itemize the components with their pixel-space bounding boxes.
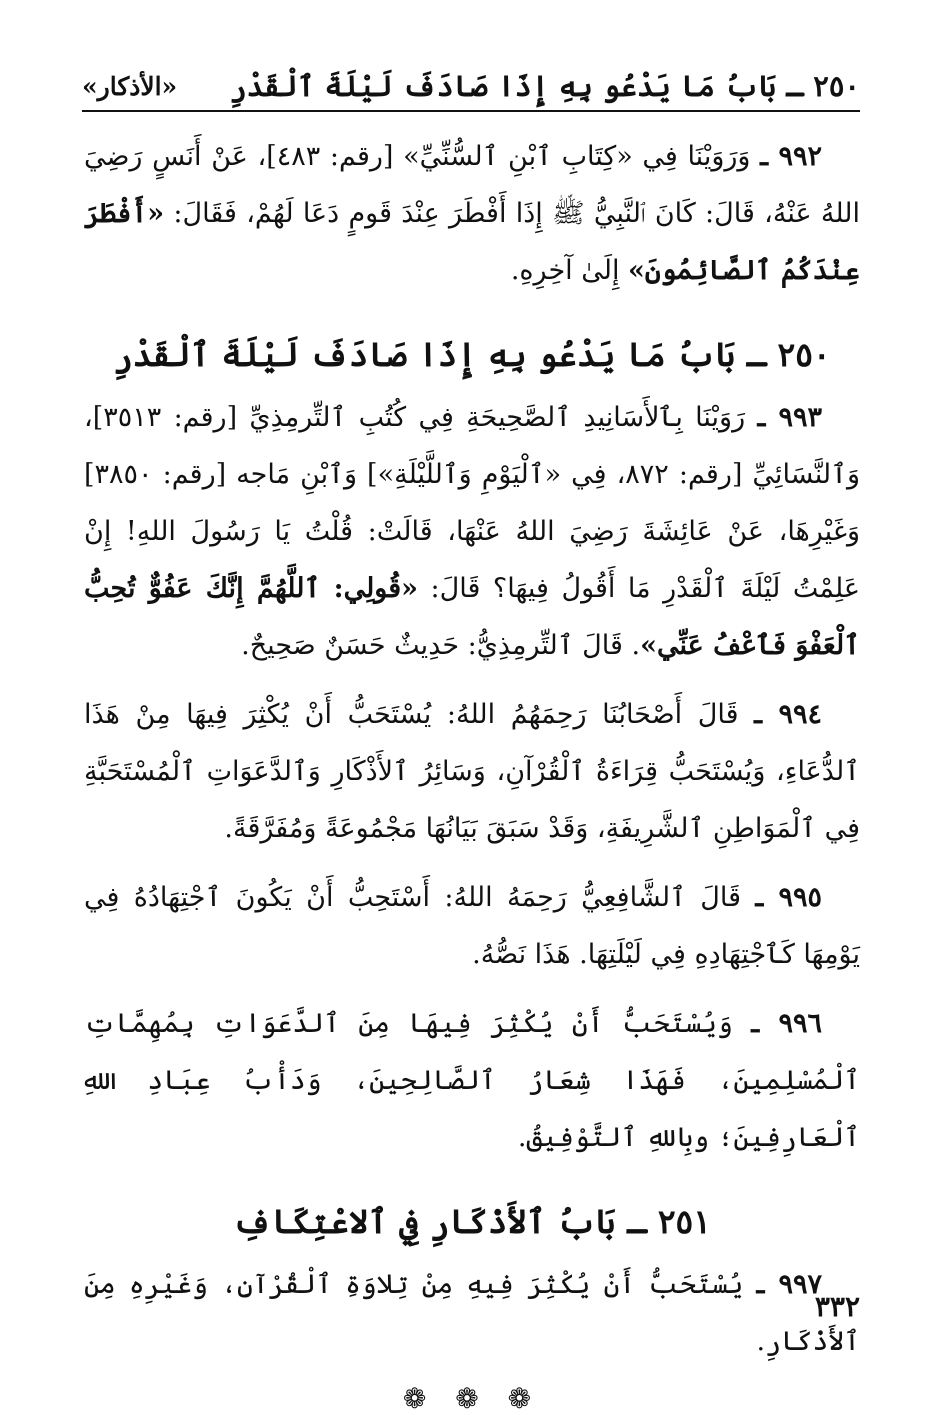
paragraph-994 <box>84 686 860 857</box>
chapter-heading-250: ٢٥٠ ـ بَابُ مَا يَدْعُو بِهِ إِذَا صَادَفَ لَيْلَةَ ٱلْقَدْرِ <box>113 335 831 374</box>
page-number: ٣٣٢ <box>814 1290 860 1323</box>
paragraph-text: إِلَىٰ آخِرِهِ. <box>510 255 629 286</box>
chapter-heading-251: ٢٥١ ـ بَابُ ٱلأَذْكَارِ فِي ٱلاعْتِكَافِ <box>232 1202 711 1241</box>
section-end-ornament: ❁ ❁ ❁ <box>402 1382 542 1415</box>
paragraph-992 <box>84 128 860 299</box>
paragraph-number: ٩٩٧ ـ <box>756 1269 822 1300</box>
page-body <box>84 128 860 1415</box>
paragraph-996 <box>84 995 860 1166</box>
paragraph-text: يُسْتَحَبُّ أَنْ يُكْثِرَ فِيهِ مِنْ تِلاوَةِ ٱلْقُرْآنِ، وَغَيْرِهِ مِنَ ٱلأَذْكَارِ. <box>84 1269 860 1357</box>
running-header <box>82 62 860 112</box>
paragraph-995 <box>84 869 860 983</box>
paragraph-number: ٩٩٥ ـ <box>755 882 822 913</box>
hadith-quote: «قُولِي: ٱللَّهُمَّ إِنَّكَ عَفُوٌّ تُحِبُّ ٱلْعَفْوَ فَٱعْفُ عَنِّي» <box>84 573 860 661</box>
hadith-quote: «أَفْطَرَ عِنْدَكُمُ ٱلصَّائِمُونَ» <box>84 198 860 286</box>
paragraph-number: ٩٩٢ ـ <box>760 141 822 172</box>
paragraph-text: قَالَ ٱلشَّافِعِيُّ رَحِمَهُ اللهُ: أَسْتَحِبُّ أَنْ يَكُونَ ٱجْتِهَادُهُ فِي يَوْمِهَا كَٱجْتِهَادِهِ فِي لَيْلَتِهَا. هَذَا نَصُّهُ. <box>84 882 860 970</box>
paragraph-number: ٩٩٦ ـ <box>751 1008 823 1039</box>
paragraph-text: وَرَوَيْنَا فِي «كِتَابِ ٱبْنِ ٱلسُّنِّيِّ» [رقم: ٤٨٣]، عَنْ أَنَسٍ رَضِيَ اللهُ عَنْهُ، قَالَ: كَانَ ٱلنَّبِيُّ ﷺ إِذَا أَفْطَرَ عِنْدَ قَومٍ دَعَا لَهُمْ، فَقَالَ: <box>84 141 860 229</box>
paragraph-text: وَيُسْتَحَبُّ أَنْ يُكْثِرَ فِيهَا مِنَ ٱلدَّعَوَاتِ بِمُهِمَّاتِ ٱلْمُسْلِمِينَ، فَهَذَا شِعَارُ ٱلصَّالِحِينَ، وَدَأْبُ عِبَادِ اللهِ ٱلْعَارِفِينَ؛ وبِاللهِ ٱلتَّوْفِيقُ. <box>84 1008 860 1153</box>
paragraph-text: قَالَ أَصْحَابُنَا رَحِمَهُمُ اللهُ: يُسْتَحَبُّ أَنْ يُكْثِرَ فِيهَا مِنْ هَذَا ٱلدُّعَاءِ، وَيُسْتَحَبُّ قِرَاءَةُ ٱلْقُرْآنِ، وَسَائِرُ ٱلأَذْكَارِ وَٱلدَّعَوَاتِ ٱلْمُسْتَحَبَّةِ فِي ٱلْمَوَاطِنِ ٱلشَّرِيفَةِ، وَقَدْ سَبَقَ بَيَانُهَا مَجْمُوعَةً وَمُفَرَّقَةً. <box>84 699 860 844</box>
running-header-chapter-title: ٢٥٠ ـ بَابُ مَا يَدْعُو بِهِ إِذَا صَادَفَ لَيْلَةَ ٱلْقَدْرِ <box>229 69 860 103</box>
paragraph-993 <box>84 389 860 674</box>
paragraph-number: ٩٩٤ ـ <box>754 699 822 730</box>
running-header-book-title: «الأذكار» <box>82 71 178 101</box>
paragraph-text: رَوَيْنَا بِٱلأَسَانِيدِ ٱلصَّحِيحَةِ فِي كُتُبِ ٱلتِّرمِذِيِّ [رقم: ٣٥١٣]، وَٱلنَّسَائِيِّ [رقم: ٨٧٢، فِي «ٱلْيَوْمِ وَٱللَّيْلَةِ»] وَٱبْنِ مَاجه [رقم: ٣٨٥٠] وَغَيْرِهَا، عَنْ عَائِشَةَ رَضِيَ اللهُ عَنْهَا، قَالَتْ: قُلْتُ يَا رَسُولَ اللهِ! إِنْ عَلِمْتُ لَيْلَةَ ٱلْقَدْرِ مَا أَقُولُ فِيهَا؟ قَالَ: <box>84 402 860 604</box>
paragraph-number: ٩٩٣ ـ <box>757 402 822 433</box>
paragraph-997 <box>84 1256 860 1370</box>
paragraph-text: . قَالَ ٱلتِّرمِذِيُّ: حَدِيثٌ حَسَنٌ صَحِيحٌ. <box>241 630 641 661</box>
